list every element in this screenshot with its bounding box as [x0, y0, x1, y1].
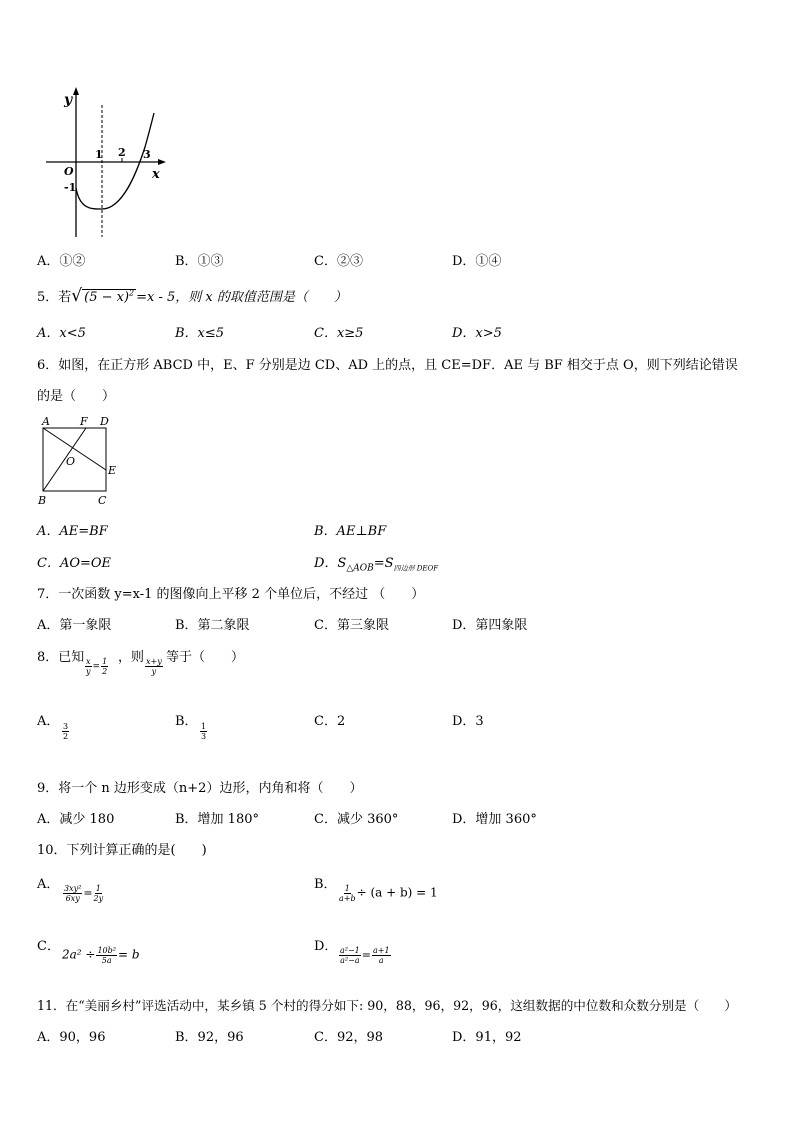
tick-label-1: 1 — [95, 148, 103, 161]
q8-mid: ，则 — [118, 650, 145, 665]
q10-option-b[interactable]: B． — [314, 877, 337, 892]
fraction-xplusy-over-y: $\frac{x+y}{y}$ — [146, 657, 162, 676]
square-figure — [36, 412, 126, 510]
q10-option-d[interactable]: D． — [314, 939, 338, 954]
q6-stem-line2: 的是（ ） — [37, 389, 116, 404]
q8-rest: 等于（ ） — [166, 650, 245, 665]
q8-option-b[interactable]: B． — [175, 714, 198, 729]
q5-stem: 5．若√ $(5 - x)^2 =x - 5$，则 x 的取值范围是（ ） — [37, 286, 347, 306]
q7-option-b[interactable]: B．第二象限 — [175, 618, 250, 633]
y-axis-arrow — [73, 87, 79, 95]
q7-option-c[interactable]: C．第三象限 — [314, 618, 389, 633]
q9-option-d[interactable]: D．增加 360° — [452, 812, 537, 827]
label-o: O — [66, 455, 76, 468]
x-axis-arrow — [158, 159, 166, 165]
q8-option-d[interactable]: D．3 — [452, 714, 484, 729]
segment-bf — [43, 428, 86, 491]
q10-stem: 10．下列计算正确的是( ) — [37, 843, 207, 858]
q10-option-b-expr: $\frac{1}{a+b}$ ÷ (a + b) = 1 — [339, 884, 438, 903]
q9-option-c[interactable]: C．减少 360° — [314, 812, 399, 827]
q4-option-d[interactable]: D．①④ — [452, 254, 502, 269]
label-e: E — [108, 464, 117, 477]
q7-stem: 7．一次函数 y=x-1 的图像向上平移 2 个单位后，不经过 （ ） — [37, 587, 425, 602]
parabola-graph — [40, 85, 170, 240]
q6-option-b[interactable]: B．AE⊥BF — [314, 524, 387, 539]
q11-option-d[interactable]: D．91，92 — [452, 1030, 522, 1045]
q8-option-a-fraction: $\frac{3}{2}$ — [63, 722, 69, 741]
x-label: x — [152, 167, 160, 182]
q10-option-a-expr: $\frac{\text{3xy²}}{6xy}$ = $\frac{1}{2y}$ — [64, 884, 104, 903]
q8-stem: 8．已知 — [37, 650, 85, 665]
sqrt-expression: √ $(5 - x)^2$ — [71, 286, 135, 306]
q8-option-a[interactable]: A． — [37, 714, 60, 729]
parabola-curve — [76, 113, 154, 209]
q5-option-a[interactable]: A．x<5 — [37, 326, 86, 341]
q9-stem: 9．将一个 n 边形变成（n+2）边形，内角和将（ ） — [37, 781, 363, 796]
origin-label: O — [64, 165, 74, 178]
q5-option-b[interactable]: B．x≤5 — [175, 326, 225, 341]
q4-option-c[interactable]: C．②③ — [314, 254, 363, 269]
q4-option-b[interactable]: B．①③ — [175, 254, 224, 269]
fraction-x-over-y: $\frac{x}{y}$ — [85, 657, 91, 676]
q10-option-c-expr: 2a² ÷ $\frac{\text{10b²}}{5a}$ = b — [62, 946, 140, 965]
q11-stem: 11．在“美丽乡村”评选活动中，某乡镇 5 个村的得分如下: 90，88，96，92，96，这组数据的中位数和众数分别是（ ） — [37, 998, 738, 1013]
label-b: B — [38, 494, 47, 507]
q5-option-d[interactable]: D．x>5 — [452, 326, 502, 341]
q6-option-a[interactable]: A．AE=BF — [37, 524, 108, 539]
q7-option-a[interactable]: A．第一象限 — [37, 618, 112, 633]
q6-option-c[interactable]: C．AO=OE — [37, 556, 112, 571]
label-a: A — [42, 415, 50, 428]
q5-option-c[interactable]: C．x≥5 — [314, 326, 364, 341]
tick-label-3: 3 — [143, 148, 151, 161]
sqrt-sign: √ — [71, 286, 83, 306]
label-f: F — [80, 415, 88, 428]
q9-option-b[interactable]: B．增加 180° — [175, 812, 259, 827]
q6-stem-line1: 6．如图，在正方形 ABCD 中，E、F 分别是边 CD、AD 上的点，且 CE=DF．AE 与 BF 相交于点 O，则下列结论错误 — [37, 358, 738, 373]
fraction-1-over-2: $\frac{1}{2}$ — [102, 657, 108, 676]
q11-option-a[interactable]: A．90，96 — [37, 1030, 106, 1045]
q7-option-d[interactable]: D．第四象限 — [452, 618, 528, 633]
tick-label-2: 2 — [118, 146, 126, 159]
q8-option-c[interactable]: C．2 — [314, 714, 346, 729]
q10-option-d-expr: $\frac{\text{a²−1}}{\text{a²−a}}$ = $\frac{a+1}{a}$ — [340, 946, 390, 965]
y-label: y — [64, 92, 73, 108]
q11-option-c[interactable]: C．92，98 — [314, 1030, 384, 1045]
q11-option-b[interactable]: B．92，96 — [175, 1030, 244, 1045]
tick-label-neg1: -1 — [64, 181, 77, 194]
q6-option-d[interactable]: D．$S_{\triangle AOB}=S_{四边形 DEOF}$ — [314, 556, 439, 574]
q10-option-c[interactable]: C． — [37, 939, 60, 954]
q10-option-a[interactable]: A． — [37, 877, 60, 892]
q8-condition: $\frac{x}{y}$ = $\frac{1}{2}$ — [85, 657, 108, 676]
q9-option-a[interactable]: A．减少 180 — [37, 812, 115, 827]
q8-option-b-fraction: $\frac{1}{3}$ — [201, 722, 207, 741]
label-c: C — [98, 494, 107, 507]
q4-option-a[interactable]: A．①② — [37, 254, 86, 269]
label-d: D — [100, 415, 109, 428]
